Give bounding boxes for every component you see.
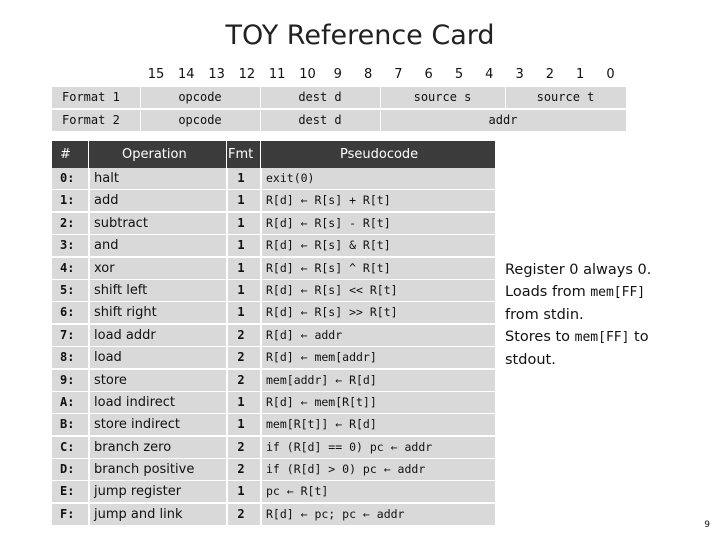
format-1-dest: dest d xyxy=(298,90,342,104)
pseudocode: R[d] ← pc; pc ← addr xyxy=(266,506,405,521)
bit-label: 14 xyxy=(178,67,195,82)
table-row xyxy=(52,213,495,234)
format-number: 1 xyxy=(237,305,245,320)
operation-name: jump register xyxy=(94,484,182,500)
note-line-4: Stores to mem[FF] to xyxy=(505,329,649,345)
instruction-table-body xyxy=(52,168,495,526)
opcode-number: A: xyxy=(60,394,75,409)
opcode-number: E: xyxy=(60,484,75,499)
opcode-number: D: xyxy=(60,462,75,477)
bit-label: 3 xyxy=(515,67,524,82)
table-row xyxy=(52,414,495,435)
bit-label: 12 xyxy=(238,67,256,82)
format-number: 2 xyxy=(237,372,245,387)
opcode-number: 5: xyxy=(60,282,75,297)
format-number: 2 xyxy=(237,327,245,342)
opcode-number: 3: xyxy=(60,238,75,253)
table-row xyxy=(52,235,495,256)
bit-label: 5 xyxy=(454,67,464,82)
operation-name: xor xyxy=(94,260,115,276)
operation-name: load addr xyxy=(94,327,156,343)
table-row xyxy=(52,370,495,391)
opcode-number: 9: xyxy=(60,372,75,387)
opcode-number: 6: xyxy=(60,305,75,320)
operation-name: subtract xyxy=(94,215,148,231)
pseudocode: R[d] ← R[s] & R[t] xyxy=(266,238,391,253)
table-row xyxy=(52,168,495,189)
opcode-number: 4: xyxy=(60,260,75,275)
format-2-dest: dest d xyxy=(298,113,342,127)
operation-name: add xyxy=(94,193,119,209)
operation-name: jump and link xyxy=(94,506,183,522)
operation-name: shift left xyxy=(94,282,148,298)
table-row xyxy=(52,302,495,323)
page-number: 9 xyxy=(704,520,710,530)
pseudocode: R[d] ← R[s] ^ R[t] xyxy=(266,260,391,275)
bit-label: 7 xyxy=(394,67,403,82)
operation-name: branch positive xyxy=(94,462,195,478)
opcode-number: C: xyxy=(60,439,75,454)
header-operation: Operation xyxy=(122,147,187,162)
pseudocode: R[d] ← mem[R[t]] xyxy=(266,394,377,409)
note-line-2: Loads from mem[FF] xyxy=(505,284,646,300)
bit-label: 10 xyxy=(299,67,316,82)
format-number: 1 xyxy=(237,394,245,409)
operation-name: and xyxy=(94,238,119,254)
pseudocode: mem[R[t]] ← R[d] xyxy=(266,417,377,432)
pseudocode: R[d] ← R[s] << R[t] xyxy=(266,282,398,297)
format-2-label: Format 2 xyxy=(62,113,120,127)
format-2-addr: addr xyxy=(488,113,518,127)
operation-name: shift right xyxy=(94,305,157,321)
header-num: # xyxy=(60,147,71,162)
operation-name: load indirect xyxy=(94,394,175,410)
bit-label: 8 xyxy=(363,67,373,82)
operation-name: halt xyxy=(94,171,119,186)
table-row xyxy=(52,392,495,413)
register-notes xyxy=(505,259,710,371)
format-number: 2 xyxy=(237,439,245,454)
bit-positions-row xyxy=(0,67,720,86)
table-row xyxy=(52,258,495,279)
opcode-number: F: xyxy=(60,506,75,521)
format-number: 1 xyxy=(237,417,245,432)
table-row xyxy=(52,325,495,346)
instruction-table-header xyxy=(52,141,495,168)
format-number: 1 xyxy=(237,260,245,275)
operation-name: load xyxy=(94,350,122,366)
header-pseudocode: Pseudocode xyxy=(340,147,419,162)
table-row xyxy=(52,280,495,301)
bit-label: 4 xyxy=(485,67,494,82)
pseudocode: R[d] ← addr xyxy=(266,327,343,342)
operation-name: store xyxy=(94,372,127,388)
opcode-number: 7: xyxy=(60,327,75,342)
operation-name: store indirect xyxy=(94,417,181,433)
page-title: TOY Reference Card xyxy=(225,20,495,51)
bit-label: 9 xyxy=(333,67,342,82)
format-number: 2 xyxy=(237,506,245,521)
opcode-number: 1: xyxy=(60,193,75,208)
format-2-row xyxy=(52,110,626,131)
table-row xyxy=(52,190,495,211)
opcode-number: B: xyxy=(60,417,75,432)
pseudocode: R[d] ← R[s] + R[t] xyxy=(266,193,391,208)
bit-label: 11 xyxy=(268,67,286,82)
bit-label: 1 xyxy=(576,67,585,82)
note-line-1: Register 0 always 0. xyxy=(505,262,652,278)
bit-label: 15 xyxy=(147,67,165,82)
table-row xyxy=(52,504,495,525)
pseudocode: exit(0) xyxy=(266,171,315,185)
format-number: 1 xyxy=(237,282,245,297)
format-1-opcode: opcode xyxy=(178,90,222,104)
pseudocode: if (R[d] == 0) pc ← addr xyxy=(266,439,433,454)
format-number: 1 xyxy=(237,193,245,208)
pseudocode: R[d] ← R[s] - R[t] xyxy=(266,215,391,230)
format-1-label: Format 1 xyxy=(62,90,120,104)
opcode-number: 8: xyxy=(60,350,75,365)
operation-name: branch zero xyxy=(94,439,172,455)
table-row xyxy=(52,347,495,368)
bit-label: 6 xyxy=(424,67,433,82)
format-number: 1 xyxy=(237,215,245,230)
format-1-source-s: source s xyxy=(413,90,472,104)
pseudocode: pc ← R[t] xyxy=(266,484,329,499)
opcode-number: 2: xyxy=(60,215,75,230)
pseudocode: mem[addr] ← R[d] xyxy=(266,372,377,387)
note-line-5: stdout. xyxy=(505,352,556,368)
header-fmt: Fmt xyxy=(228,147,254,162)
table-row xyxy=(52,459,495,480)
bit-label: 0 xyxy=(606,67,615,82)
pseudocode: R[d] ← mem[addr] xyxy=(266,350,377,365)
format-2-opcode: opcode xyxy=(178,113,222,127)
table-row xyxy=(52,481,495,502)
format-number: 1 xyxy=(237,238,245,253)
format-number: 1 xyxy=(237,171,245,185)
pseudocode: if (R[d] > 0) pc ← addr xyxy=(266,462,426,477)
bit-label: 2 xyxy=(545,67,555,82)
note-line-3: from stdin. xyxy=(505,307,584,323)
format-1-source-t: source t xyxy=(536,90,595,104)
pseudocode: R[d] ← R[s] >> R[t] xyxy=(266,305,398,320)
format-number: 2 xyxy=(237,462,245,477)
table-row xyxy=(52,437,495,458)
opcode-number: 0: xyxy=(60,171,75,185)
format-1-row xyxy=(52,87,626,108)
bit-label: 13 xyxy=(208,67,225,82)
format-number: 2 xyxy=(237,350,245,365)
format-number: 1 xyxy=(237,484,245,499)
